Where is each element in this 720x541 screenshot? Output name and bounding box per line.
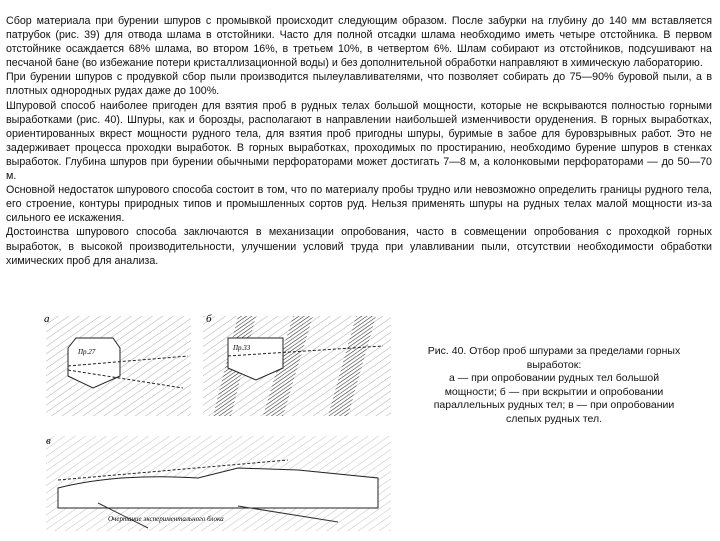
figure-40-sketch [38,308,398,536]
paragraph-dust-collection: При бурении шпуров с продувкой сбор пыли производится пылеулавливателями, что позволяет собирать до 75—90% буровой пыли, а в плотных однородных рудах даже до 100%. [6,71,712,98]
figure-caption [422,345,686,427]
panel-a-label: а [44,313,50,325]
paragraph-disadvantages: Основной недостаток шпурового способа состоит в том, что по материалу пробы трудно или невозможно определить границы рудного тела, его строение, контуры природных типов и промышленных сортов руд. Нельзя применять шпуры на рудных телах малой мощности из-за сильного ее искажения. [6,184,712,225]
panel-b-label: б [206,313,212,325]
panel-c-label: в [46,435,51,447]
panel-b [203,316,391,416]
paragraph-sample-collection: Сбор материала при бурении шпуров с промывкой происходит следующим образом. После забурки на глубину до 140 мм вставляется патрубок (рис. 39) для отвода шлама в отстойники. Часто для полной отсадки шлама необходимо иметь четыре отстойника. В первом отстойнике осаждается 68% шлама, во втором 16%, в третьем 10%, в четвертом 6%. Шлам собирают из отстойников, подсушивают на песчаной бане (во избежание потери кристаллизационной воды) и без дополнительной обработки направляют в химическую лабораторию. [6,15,712,70]
panel-c-bottom-label: Очертание экспериментального блока [108,515,224,523]
paragraph-method-suitability: Шпуровой способ наиболее пригоден для взятия проб в рудных телах большой мощности, которые не вскрываются полностью горными выработками (рис. 40). Шпуры, как и борозды, располагают в направлении наибольшей изменчивости оруденения. В горных выработках, ориентированных вкрест мощности рудного тела, для взятия проб пригодны шпуры, буримые в забое для буровзрывных работ. Это не задерживает процесса проходки выработок. В горных выработках, проходимых по простиранию, необходимо бурение шпуров в стенках выработок. Глубина шпуров при бурении обычными перфораторами может достигать 7—8 м, а колонковыми перфораторами — до 50—70 м. [6,99,712,183]
body-text [6,14,712,268]
paragraph-advantages: Достоинства шпурового способа заключаются в механизации опробования, часто в совмещении опробования с проходкой горных выработок, в высокой производительности, улучшении условий труда при улавливании пыли, отсутствии необходимости обработки химических проб для анализа. [6,226,712,267]
panel-a [46,316,191,416]
panel-b-tag: Пр.33 [233,344,251,352]
figure-drawing [38,308,398,536]
caption-title: Рис. 40. Отбор проб шпурами за пределами горных выработок: [427,345,681,371]
caption-legend: а — при опробовании рудных тел большой мощности; б — при вскрытии и опробовании параллельных рудных тел; в — при опробовании слепых рудных тел. [433,372,675,425]
panel-a-tag: Пр.27 [78,348,96,356]
